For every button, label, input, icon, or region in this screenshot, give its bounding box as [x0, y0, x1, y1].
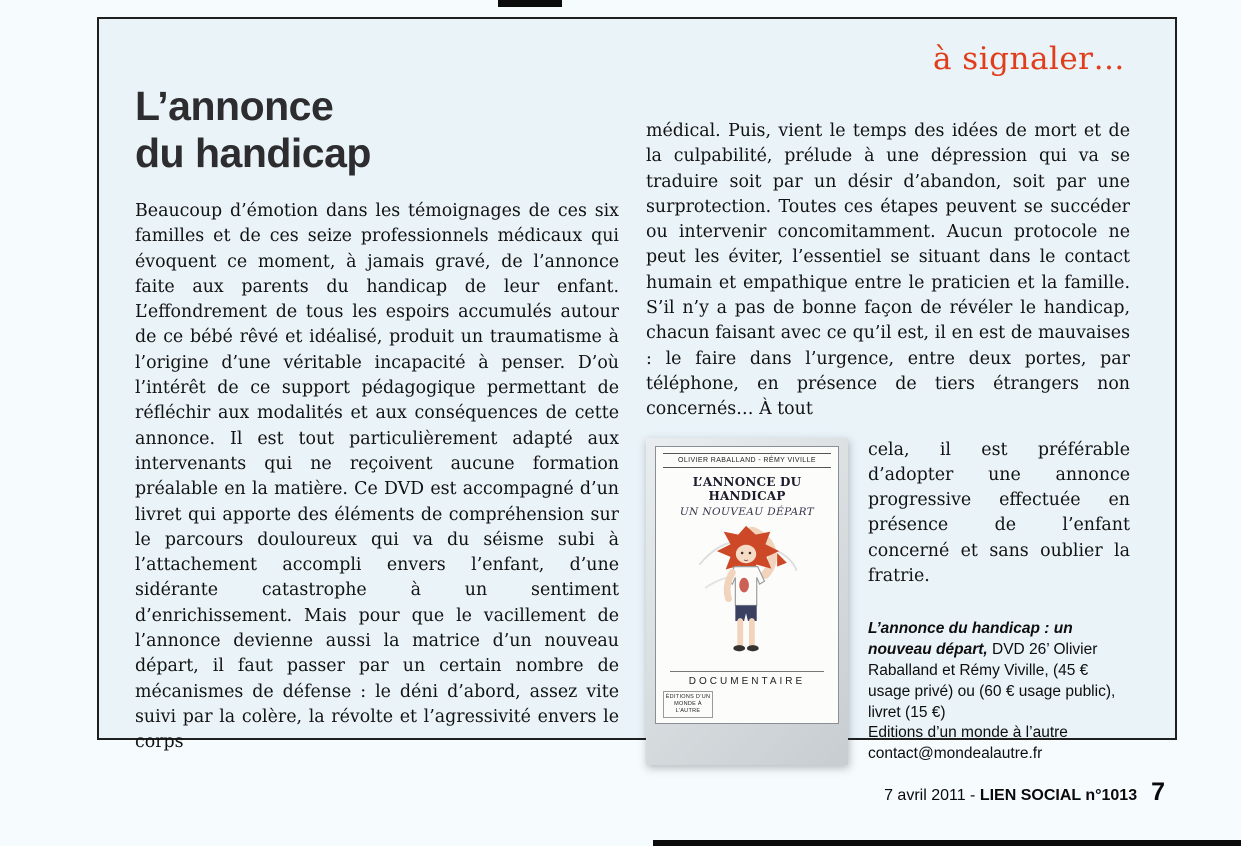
- dvd-cover: [655, 446, 839, 724]
- footer-date: 7 avril 2011 -: [884, 787, 980, 804]
- dvd-caption: [868, 619, 1130, 765]
- right-column: [646, 119, 1130, 765]
- dvd-bottom-strip: [663, 692, 831, 718]
- page-footer: [884, 778, 1165, 807]
- caption-publisher: Editions d’un monde à l’autre: [868, 724, 1068, 742]
- caption-email: contact@mondealautre.fr: [868, 745, 1043, 763]
- dvd-genre: DOCUMENTAIRE: [670, 671, 825, 689]
- wrapped-text-block: [868, 438, 1130, 765]
- image-text-row: [646, 438, 1130, 765]
- article-body-right-wrap: cela, il est préférable d’adopter une annonce progressive effectuée en présence de l’enfant concerné et sans oublier la fratrie.: [868, 439, 1130, 587]
- dvd-title: L’ANNONCE DU HANDICAP: [692, 474, 802, 503]
- article-title: [135, 83, 619, 177]
- dvd-authors: OLIVIER RABALLAND - RÉMY VIVILLE: [663, 453, 831, 468]
- section-label: à signaler…: [932, 41, 1125, 77]
- dvd-cover-photo: [646, 438, 848, 765]
- dvd-subtitle: UN NOUVEAU DÉPART: [679, 505, 815, 518]
- scan-artifact-bottom: [653, 840, 1241, 846]
- girl-illustration: [686, 520, 808, 656]
- footer-journal-name: LIEN SOCIAL n°1013: [979, 787, 1138, 804]
- caption-details: DVD 26’ Olivier Raballand et Rémy Viville, (45 € usage privé) ou (60 € usage public), livret (15 €): [868, 641, 1116, 721]
- left-column: [135, 83, 619, 756]
- page-border-frame: [97, 17, 1177, 763]
- caption-title: L’annonce du handicap : un nouveau départ,: [868, 620, 1073, 659]
- scan-artifact-top: [498, 0, 562, 7]
- footer-page-number: 7: [1151, 778, 1165, 806]
- article-title-line2: du handicap: [135, 130, 371, 176]
- article-body-left: Beaucoup d’émotion dans les témoignages de ces six familles et de ces seize professionnels médicaux qui évoquent ce moment, à jamais gravé, de l’annonce faite aux parents du handicap de leur enfant. L’effondrement de tous les espoirs accumulés autour de ce bébé rêvé et idéalisé, produit un traumatisme à l’origine d’une véritable incapacité à penser. D’où l’intérêt de ce support pédagogique permettant de réfléchir aux modalités et aux conséquences de cette annonce. Il est tout particulièrement adapté aux intervenants qui ne reçoivent aucune formation préalable en la matière. Ce DVD est accompagné d’un livret qui apporte des éléments de compréhension sur le parcours douloureux qui va du séisme subi à l’attachement accompli envers l’enfant, d’une sidérante catastrophe à un sentiment d’enrichissement. Mais pour que le vacillement de l’annonce devienne aussi la matrice d’un nouveau départ, il faut passer par un certain nombre de mécanismes de défense : le déni d’abord, assez vite suivi par la colère, la révolte et l’agressivité envers le corps: [135, 201, 619, 753]
- publisher-logo: ÉDITIONS D’UN MONDE À L’AUTRE: [663, 691, 713, 718]
- article-title-line1: L’annonce: [135, 83, 334, 129]
- article-body-right-top: médical. Puis, vient le temps des idées de mort et de la culpabilité, prélude à une dépression qui va se traduire soit par un désir d’abandon, soit par une surprotection. Toutes ces étapes peuvent se succéder ou intervenir concomitamment. Aucun protocole ne peut les éviter, l’essentiel se situant dans le contact humain et empathique entre le praticien et la famille. S’il n’y a pas de bonne façon de révéler le handicap, chacun faisant avec ce qu’il est, il en est de mauvaises : le faire dans l’urgence, entre deux portes, par téléphone, en présence de tiers étrangers non concernés… À tout: [646, 121, 1130, 420]
